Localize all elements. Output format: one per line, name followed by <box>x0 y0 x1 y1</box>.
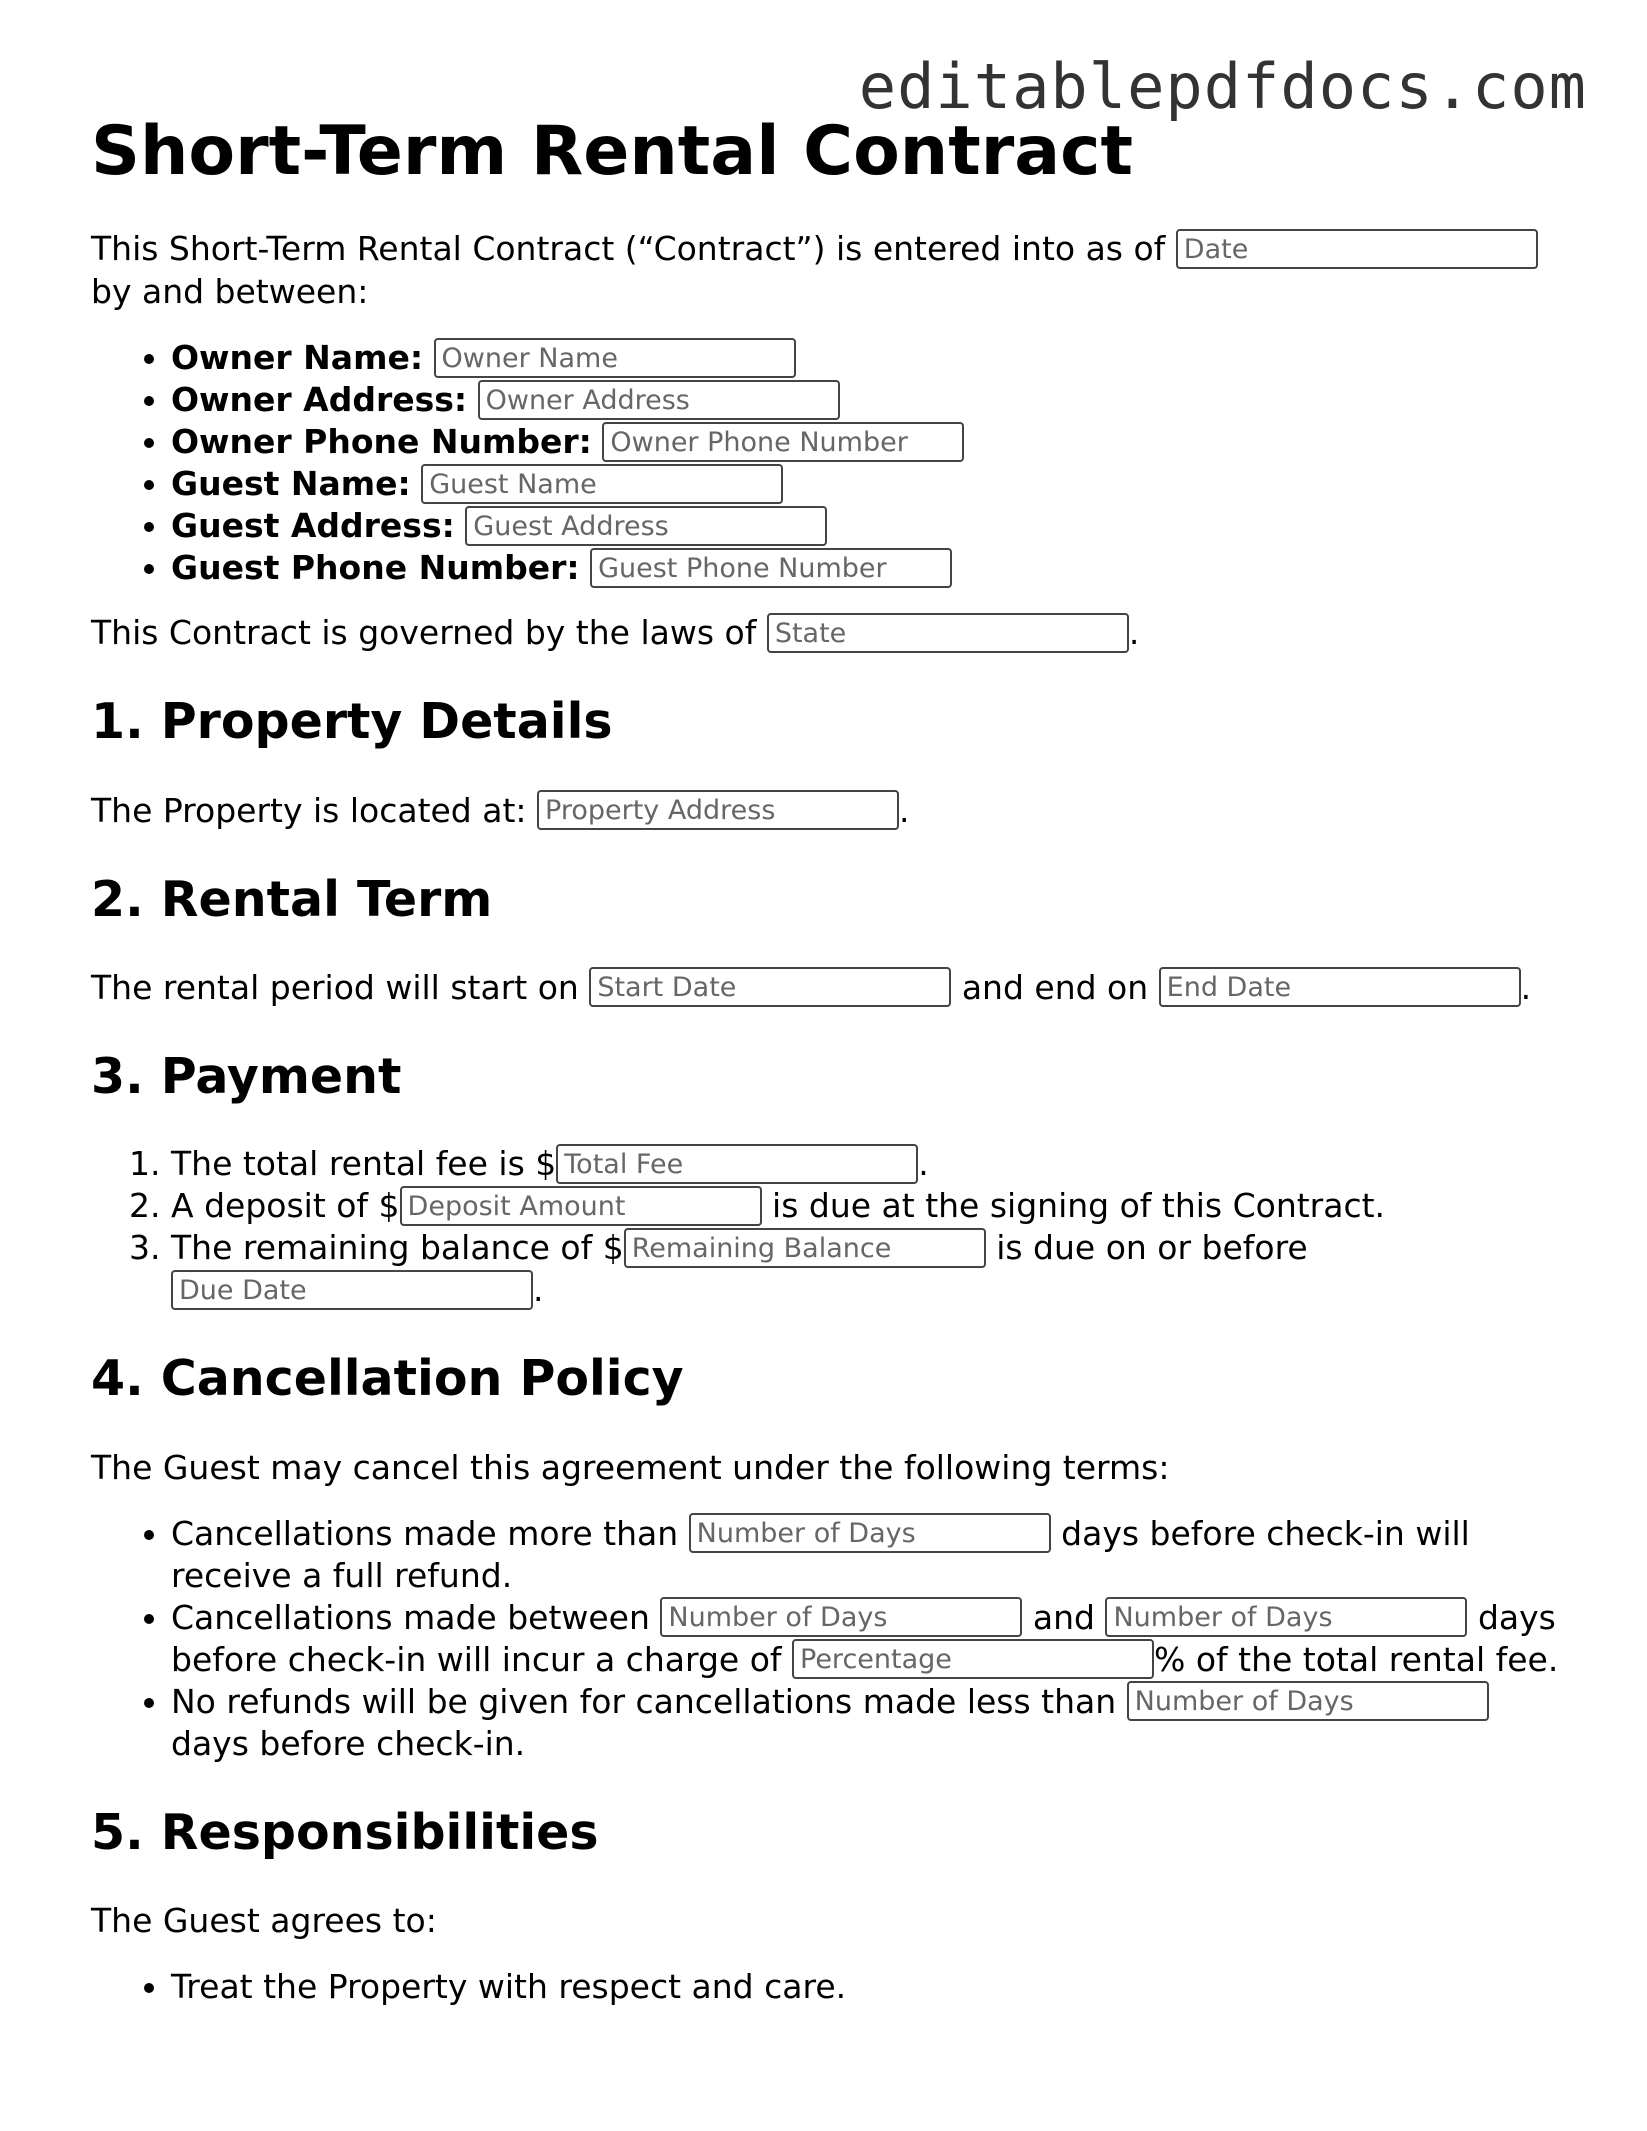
field-label: Guest Name: <box>171 464 411 504</box>
state-field[interactable]: State <box>767 613 1129 653</box>
list-item <box>171 1513 1571 1597</box>
intro-text-after: by and between: <box>91 272 369 312</box>
intro-text: This Short-Term Rental Contract (“Contract”) is entered into as of <box>91 229 1166 269</box>
field-label: Guest Address: <box>171 506 455 546</box>
percentage-field[interactable]: Percentage <box>792 1639 1154 1679</box>
cancellation-list <box>91 1513 1571 1765</box>
rental-term-text: The rental period will start on <box>91 967 579 1007</box>
guest-address-field[interactable]: Guest Address <box>465 506 827 546</box>
field-label: Owner Address: <box>171 380 468 420</box>
owner-phone-field[interactable]: Owner Phone Number <box>602 422 964 462</box>
cancellation-text: and <box>1032 1597 1095 1637</box>
cancellation-text: days before check-in will receive a full refund. <box>171 1513 1470 1595</box>
list-item <box>171 337 1571 379</box>
list-item <box>171 421 1571 463</box>
guest-name-field[interactable]: Guest Name <box>421 464 783 504</box>
cancellation-text: Cancellations made between <box>171 1597 650 1637</box>
owner-address-field[interactable]: Owner Address <box>478 380 840 420</box>
payment-text: The total rental fee is $ <box>171 1144 557 1184</box>
list-item <box>171 547 1571 589</box>
section-heading-cancellation: 4. Cancellation Policy <box>91 1350 684 1408</box>
period: . <box>1128 613 1140 653</box>
section-heading-rental-term: 2. Rental Term <box>91 870 493 928</box>
start-date-field[interactable]: Start Date <box>589 967 951 1007</box>
governing-text: This Contract is governed by the laws of <box>91 613 757 653</box>
property-text: The Property is located at: <box>91 790 527 830</box>
section-heading-property: 1. Property Details <box>91 693 613 751</box>
responsibilities-intro: The Guest agrees to: <box>91 1900 437 1940</box>
field-label: Guest Phone Number: <box>171 548 580 588</box>
period: . <box>899 790 910 830</box>
days-no-refund-field[interactable]: Number of Days <box>1127 1681 1489 1721</box>
list-item <box>171 1681 1571 1765</box>
payment-text: is due on or before <box>996 1228 1308 1268</box>
cancellation-text: Cancellations made more than <box>171 1513 679 1553</box>
list-item <box>171 463 1571 505</box>
parties-list <box>91 337 1571 589</box>
period: . <box>533 1270 544 1310</box>
days-max-field[interactable]: Number of Days <box>1105 1597 1467 1637</box>
page-title: Short-Term Rental Contract <box>91 112 1133 191</box>
list-item <box>171 1185 1571 1227</box>
deposit-amount-field[interactable]: Deposit Amount <box>400 1186 762 1226</box>
payment-text: A deposit of $ <box>171 1186 400 1226</box>
cancellation-text: days before check-in. <box>171 1723 526 1763</box>
list-item <box>171 1597 1571 1681</box>
cancellation-text: % of the total rental fee. <box>1154 1639 1559 1679</box>
guest-phone-field[interactable]: Guest Phone Number <box>590 548 952 588</box>
remaining-balance-field[interactable]: Remaining Balance <box>624 1228 986 1268</box>
owner-name-field[interactable]: Owner Name <box>434 338 796 378</box>
due-date-field[interactable]: Due Date <box>171 1270 533 1310</box>
cancellation-text: No refunds will be given for cancellations made less than <box>171 1681 1117 1721</box>
property-address-field[interactable]: Property Address <box>537 790 899 830</box>
responsibilities-list <box>91 1966 1571 2008</box>
end-date-field[interactable]: End Date <box>1159 967 1521 1007</box>
list-item <box>171 1143 1571 1185</box>
rental-term-middle: and end on <box>961 967 1149 1007</box>
payment-list <box>91 1143 1571 1311</box>
list-item <box>171 505 1571 547</box>
list-item: • Treat the Property with respect and care. <box>171 1966 1571 2008</box>
cancellation-text: days before check-in will incur a charge of <box>171 1597 1556 1679</box>
section-heading-responsibilities: 5. Responsibilities <box>91 1803 599 1861</box>
contract-body <box>91 113 1571 2030</box>
rental-term-paragraph <box>91 966 1571 1009</box>
list-item <box>171 379 1571 421</box>
period: . <box>918 1144 929 1184</box>
property-paragraph <box>91 789 1571 832</box>
section-heading-payment: 3. Payment <box>91 1047 402 1105</box>
intro-paragraph <box>91 227 1571 313</box>
watermark: editablepdfdocs.com <box>858 50 1587 123</box>
list-item <box>171 1227 1571 1311</box>
field-label: Owner Name: <box>171 338 424 378</box>
governing-law-paragraph <box>91 611 1571 654</box>
total-fee-field[interactable]: Total Fee <box>556 1144 918 1184</box>
field-label: Owner Phone Number: <box>171 422 592 462</box>
date-field[interactable]: Date <box>1176 229 1538 269</box>
cancellation-intro: The Guest may cancel this agreement under the following terms: <box>91 1447 1170 1487</box>
payment-text: is due at the signing of this Contract. <box>772 1186 1386 1226</box>
days-full-refund-field[interactable]: Number of Days <box>689 1513 1051 1553</box>
days-min-field[interactable]: Number of Days <box>660 1597 1022 1637</box>
period: . <box>1520 967 1532 1007</box>
payment-text: The remaining balance of $ <box>171 1228 624 1268</box>
